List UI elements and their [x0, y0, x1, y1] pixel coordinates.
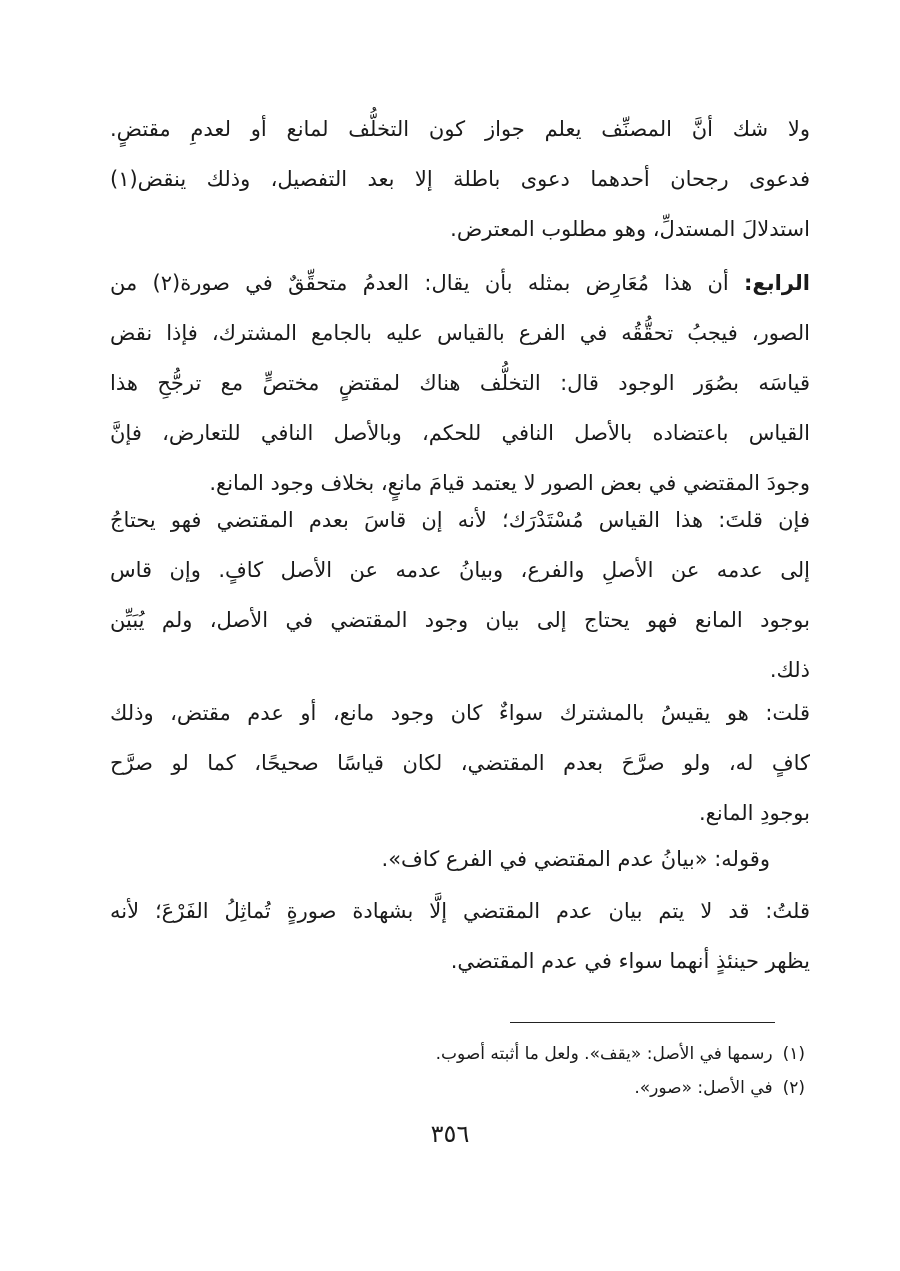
paragraph-3 [110, 495, 810, 695]
paragraph-2 [110, 258, 810, 508]
paragraph-4 [110, 688, 810, 838]
text-line: وجودَ المقتضي في بعض الصور لا يعتمد قيامَ مانعٍ، بخلاف وجود المانع. [209, 471, 810, 495]
footnote-divider [510, 1022, 775, 1023]
text-line: بوجود المانع فهو يحتاج إلى بيان وجود المقتضي في الأصل، ولم يُبَيِّن [110, 608, 810, 632]
text-line: فإن قلتَ: هذا القياس مُسْتَدْرَك؛ لأنه إن قاسَ بعدم المقتضي فهو يحتاجُ [110, 508, 810, 532]
paragraph-6 [110, 886, 810, 986]
text-line: قلتُ: قد لا يتم بيان عدم المقتضي إلَّا بشهادة صورةٍ تُماثِلُ الفَرْعَ؛ لأنه [110, 899, 810, 923]
text-line: قلت: هو يقيسُ بالمشترك سواءٌ كان وجود مانع، أو عدم مقتض، وذلك [110, 701, 810, 725]
text-line: قياسَه بصُوَر الوجود قال: التخلُّف هناك لمقتضٍ مختصٍّ مع ترجُّحِ هذا [110, 371, 810, 395]
paragraph-1 [110, 104, 810, 254]
text-line: استدلالَ المستدلِّ، وهو مطلوب المعترض. [450, 217, 810, 241]
page-number: ٣٥٦ [430, 1120, 470, 1148]
text-line: بوجودِ المانع. [698, 801, 810, 825]
text-line [110, 258, 810, 308]
text-line: كافٍ له، ولو صرَّحَ بعدم المقتضي، لكان قياسًا صحيحًا، كما لو صرَّح [110, 751, 810, 775]
paragraph-lead: الرابع: [744, 271, 810, 295]
footnote-2 [265, 1072, 805, 1104]
footnote-number: (١) [782, 1044, 805, 1064]
paragraph-5 [110, 834, 810, 884]
footnote-text: رسمها في الأصل: «يقف». ولعل ما أثبته أصوب. [435, 1044, 773, 1064]
text-line: الصور، فيجبُ تحقُّقُه في الفرع بالقياس عليه بالجامع المشترك، فإذا نقض [110, 321, 810, 345]
text-line: القياس باعتضاده بالأصل النافي للحكم، وبالأصل النافي للتعارض، فإنَّ [110, 421, 810, 445]
footnote-text: في الأصل: «صور». [634, 1078, 773, 1098]
footnote-number: (٢) [782, 1078, 805, 1098]
text-line: ولا شك أنَّ المصنِّف يعلم جواز كون التخلُّف لمانع أو لعدمِ مقتضٍ. [110, 117, 810, 141]
footnote-1 [265, 1038, 805, 1070]
text-line: يظهر حينئذٍ أنهما سواء في عدم المقتضي. [450, 949, 810, 973]
text-line: فدعوى رجحان أحدهما دعوى باطلة إلا بعد التفصيل، وذلك ينقض(١) [110, 167, 810, 191]
text-line-rest: أن هذا مُعَارِض بمثله بأن يقال: العدمُ متحقِّقٌ في صورة(٢) من [110, 271, 729, 295]
text-line: إلى عدمه عن الأصلِ والفرع، وبيانُ عدمه عن الأصل كافٍ. وإن قاس [110, 558, 810, 582]
text-line: وقوله: «بيانُ عدم المقتضي في الفرع كاف». [381, 847, 770, 871]
text-line: ذلك. [769, 658, 810, 682]
